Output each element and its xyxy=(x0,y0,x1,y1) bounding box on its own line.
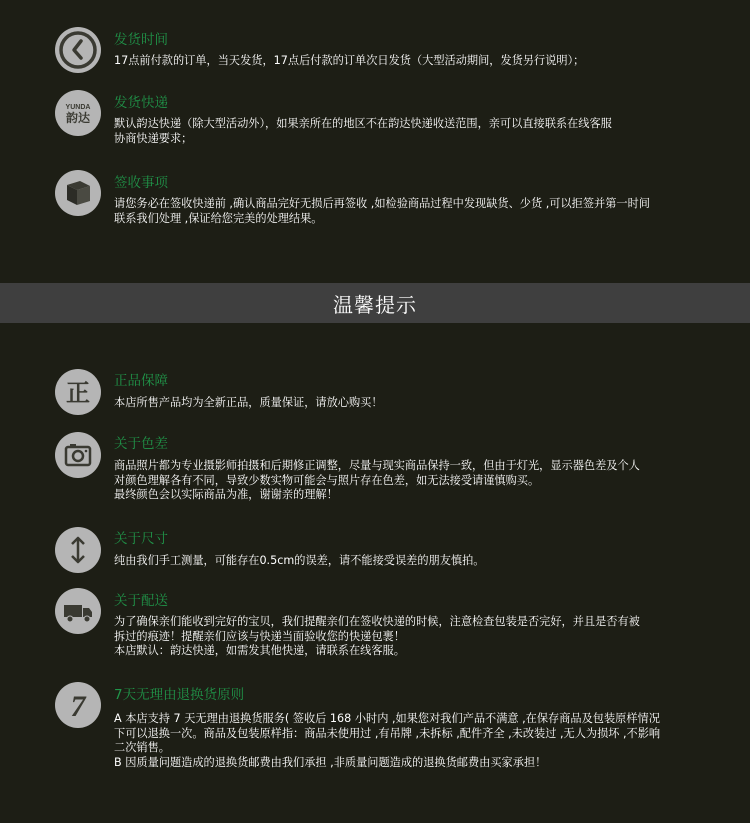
shipping-title: 关于配送 xyxy=(114,593,168,609)
genuine-text: 本店所售产品均为全新正品，质量保证，请放心购买！ xyxy=(114,396,383,409)
genuine-glyph: 正 xyxy=(66,379,90,407)
seven-icon xyxy=(55,682,101,728)
tips-banner xyxy=(0,283,750,323)
size-text: 纯由我们手工测量，可能存在0.5cm的误差，请不能接受误差的朋友慎拍。 xyxy=(114,554,485,567)
delivery-time-text: 17点前付款的订单，当天发货，17点后付款的订单次日发货（大型活动期间，发货另行说明）； xyxy=(114,54,585,67)
sign-text: 请您务必在签收快递前 ,确认商品完好无损后再签收 ,如检验商品过程中发现缺货、少货 ,可以拒签并第一时间 联系我们处理 ,保证给您完美的处理结果。 xyxy=(114,197,650,225)
delivery-time-title: 发货时间 xyxy=(114,32,168,48)
size-title: 关于尺寸 xyxy=(114,531,168,547)
genuine-zheng-icon xyxy=(55,369,101,415)
return-text: A 本店支持 7 天无理由退换货服务( 签收后 168 小时内 ,如果您对我们产品不满意 ,在保存商品及包装原样情况 下可以退换一次。商品及包装原样指：商品未使用过 ,有吊牌 ,未拆标 ,配件齐全 ,未改装过 ,无人为损坏 ,不影响 二次销售。 B 因质量问题造成的退换货邮费由我们承担 ,非质量问题造成的退换货邮费由买家承担！ xyxy=(114,712,661,769)
delivery-truck-icon xyxy=(55,588,101,634)
seven-glyph: 7 xyxy=(70,690,86,723)
yunda-logo-icon xyxy=(55,90,101,136)
express-text: 默认韵达快递（除大型活动外），如果亲所在的地区不在韵达快递收送范围，亲可以直接联系在线客服 协商快递要求； xyxy=(114,117,612,145)
yunda-logo-main: 韵达 xyxy=(65,111,91,125)
clock-icon xyxy=(55,27,101,73)
color-diff-text: 商品照片都为专业摄影师拍摄和后期修正调整，尽量与现实商品保持一致，但由于灯光，显示器色差及个人 对颜色理解各有不同，导致少数实物可能会与照片存在色差，如无法接受请谨慎购买。 最终颜色会以实际商品为准，谢谢亲的理解！ xyxy=(114,459,640,502)
return-title: 7天无理由退换货原则 xyxy=(114,687,245,703)
tips-banner-title: 温馨提示 xyxy=(333,292,417,317)
express-title: 发货快递 xyxy=(114,95,168,111)
yunda-logo-top: YUNDA xyxy=(65,104,91,111)
package-box-icon xyxy=(55,170,101,216)
color-diff-title: 关于色差 xyxy=(114,436,168,452)
genuine-title: 正品保障 xyxy=(114,373,168,389)
camera-icon xyxy=(55,432,101,478)
shipping-text: 为了确保亲们能收到完好的宝贝，我们提醒亲们在签收快递的时候，注意检查包装是否完好，并且是否有被 拆过的痕迹！提醒亲们应该与快递当面验收您的快递包裹！ 本店默认：韵达快递，如需发其他快递，请联系在线客服。 xyxy=(114,615,640,658)
sign-title: 签收事项 xyxy=(114,175,168,191)
vertical-arrows-icon xyxy=(55,527,101,573)
